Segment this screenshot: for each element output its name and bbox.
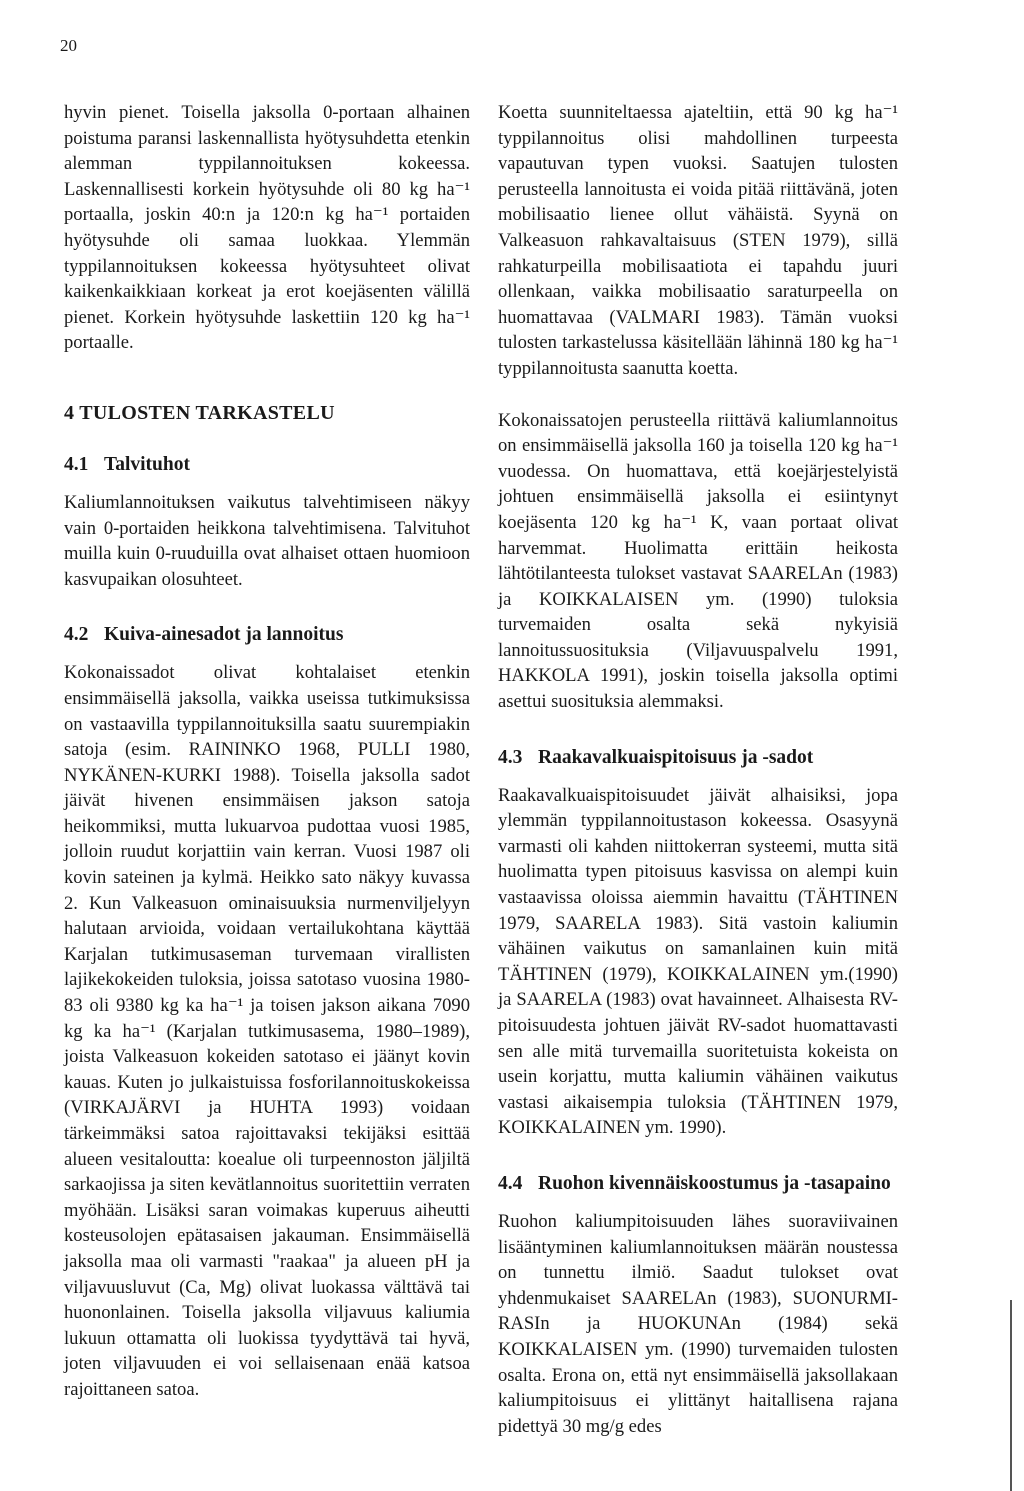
section-heading-4-2 [64,622,470,648]
section-number: 4.1 [64,453,89,475]
right-column [498,100,898,1439]
section-title: Ruohon kivennäiskoostumus ja -tasapaino [538,1172,891,1194]
scan-edge-line [1010,1300,1012,1491]
paragraph: Kaliumlannoituksen vaikutus talvehtimiseen näkyy vain 0-portaiden heikkona talvehtimisena. Talvituhot muilla kuin 0-ruuduilla ovat alhaiset ottaen huomioon kasvupaikan olosuhteet. [64,491,470,590]
left-column [64,100,470,1403]
section-title: Kuiva-ainesadot ja lannoitus [104,624,344,646]
paragraph: Koetta suunniteltaessa ajateltiin, että 90 kg ha⁻¹ typpilannoitus olisi mahdollinen turpeesta vapautuvan typen vuoksi. Saatujen tulosten perusteella lannoitusta ei voida pitää riittävänä, joten mobilisaatio lienee ollut vähäistä. Syynä on Valkeasuon rahkavaltaisuus (STEN 1979), sillä rahkaturpeilla mobilisaatiota ei tapahdu juuri ollenkaan, vaikka mobilisaatio saraturpeella on huomattavaa (VALMARI 1983). Tämän vuoksi tulosten tarkastelussa käsitellään lähinnä 180 kg ha⁻¹ typpilannoitusta saanutta koetta. [498,102,898,379]
section-heading-4-4 [498,1171,898,1197]
paragraph: Kokonaissadot olivat kohtalaiset etenkin ensimmäisellä jaksolla, vaikka useissa tutkimuksissa on vastaavilla typpilannoituksilla saatu suurempiakin satoja (esim. RAININKO 1968, PULLI 1980, NYKÄNEN-KURKI 1988). Toisella jaksolla sadot jäivät hivenen ensimmäisen jakson satoja heikommiksi, mutta lukuarvoa pudottaa vuosi 1985, jolloin ruudut korjattiin vain kerran. Vuosi 1987 oli kovin sateinen ja kylmä. Heikko sato näkyy kuvassa 2. Kun Valkeasuon ominaisuuksia nurmenviljelyyn halutaan arvioida, voidaan vertailukohtana käyttää Karjalan tutkimusaseman turvemaan virallisten lajikekokeiden tuloksia, joissa satotaso vuosina 1980-83 oli 9380 kg ka ha⁻¹ ja toisen jakson aikana 7090 kg ka ha⁻¹ (Karjalan tutkimusasema, 1980–1989), joista Valkeasuon kokeiden satotaso ei jäänyt kovin kauas. Kuten jo julkaistuissa fosforilannoituskokeissa (VIRKAJÄRVI ja HUHTA 1993) voidaan tärkeimmäksi satoa rajoittavaksi tekijäksi esittää alueen vesitaloutta: koealue oli turpeennoston jäljiltä sarkaojissa ja siten kevätlannoitus suoritettiin verraten myöhään. Lisäksi saran voimakas kuperuus aiheutti kosteusolojen epätasaisen jakauman. Ensimmäisellä jaksolla maa oli varmasti "raakaa" ja alueen pH ja viljavuusluvut (Ca, Mg) olivat luokassa välttävä tai huononlainen. Toisella jaksolla viljavuus kaliumia lukuun ottamatta oli luokissa tyydyttävä tai hyvä, joten viljavuuden ei voi sellaisenaan enää katsoa rajoittaneen satoa. [64,662,470,1400]
chapter-heading: 4 TULOSTEN TARKASTELU [64,401,335,424]
paragraph: Ruohon kaliumpitoisuuden lähes suoraviivainen lisääntyminen kaliumlannoituksen määrän noustessa on tunnettu ilmiö. Saadut tulokset ovat yhdenmukaiset SAARELAn (1983), SUONURMI-RASIn ja HUOKUNAn (1984) sekä KOIKKALAISEN ym. (1990) turvemaiden tulosten osalta. Erona on, että nyt ensimmäisellä jaksollakaan kaliumpitoisuus ei ylittänyt haitallisena rajana pidettyä 30 mg/g edes [498,1210,898,1437]
paragraph: hyvin pienet. Toisella jaksolla 0-portaan alhainen poistuma paransi laskennallista hyötysuhdetta etenkin alemman typpilannoituksen kokeessa. Laskennallisesti korkein hyötysuhde oli 80 kg ha⁻¹ portaalla, joskin 40:n ja 120:n kg ha⁻¹ portaiden hyötysuhde oli samaa luokkaa. Ylemmän typpilannoituksen kokeessa hyötysuhteet olivat kaikenkaikkiaan korkeat ja erot koejäsenten välillä pienet. Korkein hyötysuhde laskettiin 120 kg ha⁻¹ portaalle. [64,102,470,354]
section-number: 4.4 [498,1172,523,1194]
section-heading-4-3 [498,745,898,771]
section-heading-4-1 [64,452,470,478]
section-title: Talvituhot [104,453,190,475]
paragraph: Raakavalkuaispitoisuudet jäivät alhaisiksi, jopa ylemmän typpilannoitustason kokeessa. Osasyynä varmasti oli kahden niittokerran systeemi, mutta sitä huolimatta typen pitoisuus kasvissa on alempi kuin vastaavissa oloissa aiemmin havaittu (TÄHTINEN 1979, SAARELA 1983). Sitä vastoin kaliumin vähäinen vaikutus on samanlainen kuin mitä TÄHTINEN (1979), KOIKKALAINEN ym.(1990) ja SAARELA (1983) ovat havainneet. Alhaisesta RV-pitoisuudesta johtuen jäivät RV-sadot huomattavasti sen alle mitä turvemailla suoritetuista kokeista on usein korjattu, mutta kaliumin vähäinen vaikutus vastasi aikaisempia tuloksia (TÄHTINEN 1979, KOIKKALAINEN ym. 1990). [498,784,898,1139]
page-number: 20 [60,36,77,55]
section-number: 4.3 [498,746,523,768]
section-number: 4.2 [64,624,89,646]
section-title: Raakavalkuaispitoisuus ja -sadot [538,746,814,768]
paragraph: Kokonaissatojen perusteella riittävä kaliumlannoitus on ensimmäisellä jaksolla 160 ja toisella 120 kg ha⁻¹ vuodessa. On huomattava, että koejärjestelyistä johtuen ensimmäisellä jaksolla ei esiintynyt koejäsenta 120 kg ha⁻¹ K, vaan portaat olivat harvemmat. Huolimatta erittäin heikosta lähtötilanteesta tulokset vastavat SAARELAn (1983) ja KOIKKALAISEN ym. (1990) tuloksia turvemaiden osalta sekä nykyisiä lannoitussuosituksia (Viljavuuspalvelu 1991, HAKKOLA 1991), joskin toisella jaksolla optimi asettui suosituksia alemmaksi. [498,409,898,713]
